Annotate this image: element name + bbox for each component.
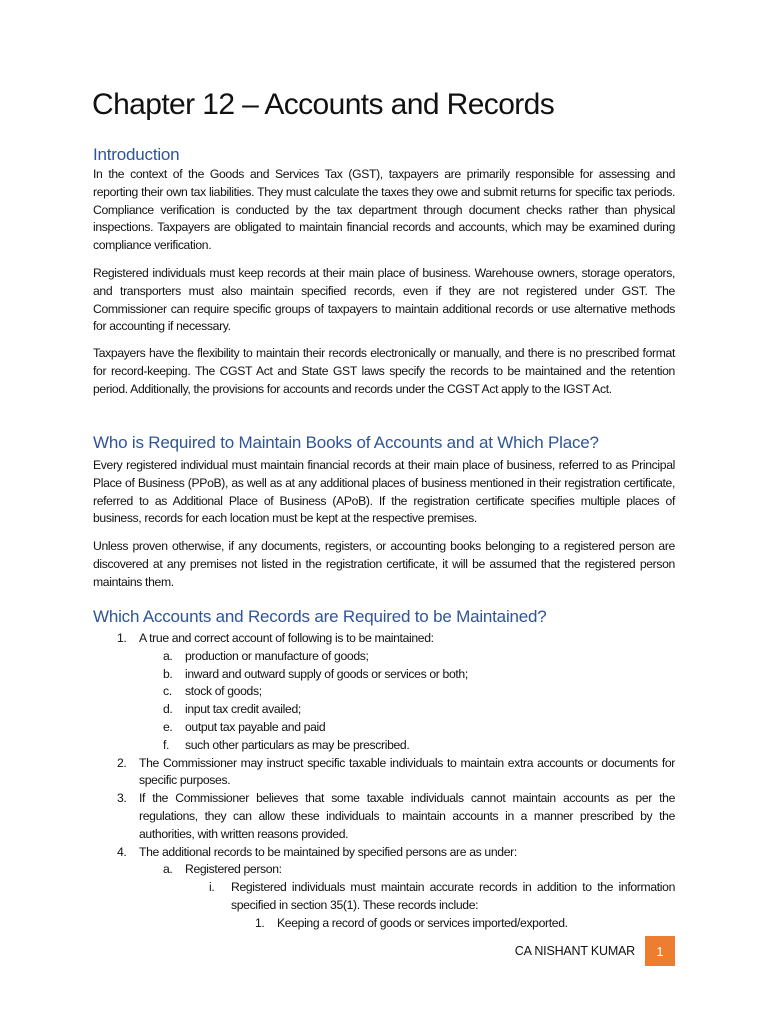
list-item: [163, 666, 675, 684]
list-text: Registered individuals must maintain accurate records in addition to the information specified in section 35(1). These records include:: [231, 880, 675, 912]
page-number: 1: [645, 936, 675, 966]
paragraph: Every registered individual must maintain financial records at their main place of business, referred to as Principal Place of Business (PPoB), as well as at any additional places of business mentioned in their registration certificate, referred to as Additional Place of Business (APoB). If the registration certificate specifies multiple places of business, records for each location must be kept at the respective premises.: [93, 458, 675, 526]
list-item: [209, 879, 675, 932]
list-text: A true and correct account of following is to be maintained:: [139, 631, 434, 645]
list-text: Registered person:: [185, 862, 282, 877]
list-number: 1.: [255, 915, 265, 930]
list-roman: i.: [209, 880, 215, 895]
list-letter: b.: [163, 666, 173, 681]
list-text: The Commissioner may instruct specific taxable individuals to maintain extra accounts or documents for specific purposes.: [139, 755, 675, 788]
list-text: The additional records to be maintained by specified persons are as under:: [139, 844, 517, 859]
list-item: [163, 861, 675, 932]
list-text: stock of goods;: [185, 684, 262, 699]
list-letter: a.: [163, 862, 173, 877]
list-text: such other particulars as may be prescribed.: [185, 737, 410, 752]
list-text: production or manufacture of goods;: [185, 648, 369, 663]
list-item: [117, 790, 675, 843]
list-number: 3.: [117, 791, 127, 806]
list-item: [163, 648, 675, 666]
list-letter: f.: [163, 737, 170, 752]
list-item: [117, 844, 675, 933]
list-item: [163, 683, 675, 701]
chapter-title: Chapter 12 – Accounts and Records: [92, 88, 555, 121]
list-item: [163, 701, 675, 719]
list-text: inward and outward supply of goods or services or both;: [185, 666, 468, 681]
list-item: [163, 737, 675, 755]
page-footer: [515, 936, 675, 966]
list-letter: e.: [163, 719, 173, 734]
footer-author: CA NISHANT KUMAR: [514, 944, 635, 958]
paragraph: In the context of the Goods and Services Tax (GST), taxpayers are primarily responsible for assessing and reporting their own tax liabilities. They must calculate the taxes they owe and submit returns for specific tax periods. Compliance verification is conducted by the tax department through document checks rather than physical inspections. Taxpayers are obligated to maintain financial records and accounts, which may be examined during compliance verification.: [93, 167, 675, 253]
list-text: Keeping a record of goods or services imported/exported.: [277, 915, 568, 930]
list-letter: a.: [163, 648, 173, 663]
list-number: 4.: [117, 844, 127, 859]
heading-which-records: Which Accounts and Records are Required to be Maintained?: [93, 607, 547, 626]
list-letter: c.: [163, 684, 172, 699]
paragraph: Unless proven otherwise, if any documents, registers, or accounting books belonging to a registered person are discovered at any premises not listed in the registration certificate, it will be assumed that the registered person maintains them.: [93, 539, 675, 589]
list-text: output tax payable and paid: [185, 719, 326, 734]
list-item: [117, 755, 675, 791]
list-text: input tax credit availed;: [185, 702, 301, 717]
list-text: If the Commissioner believes that some taxable individuals cannot maintain accounts as per the regulations, they can allow these individuals to maintain accounts in a manner prescribed by the authorities, with written reasons provided.: [139, 791, 675, 841]
heading-who-maintains: Who is Required to Maintain Books of Accounts and at Which Place?: [93, 433, 599, 452]
list-item: [163, 719, 675, 737]
records-list: [117, 630, 675, 933]
list-letter: d.: [163, 702, 173, 717]
paragraph: Registered individuals must keep records at their main place of business. Warehouse owners, storage operators, and transporters must also maintain specified records, even if they are not registered under GST. The Commissioner can require specific groups of taxpayers to maintain additional records or use alternative methods for accounting if necessary.: [93, 266, 675, 334]
list-item: [117, 630, 675, 755]
paragraph: Taxpayers have the flexibility to maintain their records electronically or manually, and there is no prescribed format for record-keeping. The CGST Act and State GST laws specify the records to be maintained and the retention period. Additionally, the provisions for accounts and records under the CGST Act apply to the IGST Act.: [93, 346, 675, 396]
list-number: 1.: [117, 631, 127, 645]
list-item: [255, 915, 675, 933]
list-number: 2.: [117, 755, 127, 770]
heading-introduction: Introduction: [93, 145, 180, 164]
